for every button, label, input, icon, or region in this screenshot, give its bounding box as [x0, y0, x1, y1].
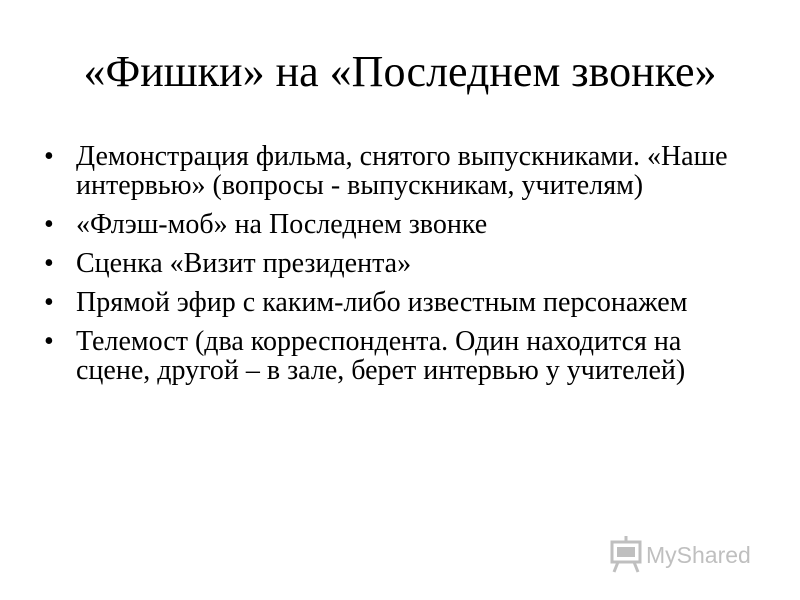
bullet-dot: •: [44, 209, 54, 240]
myshared-watermark-logo: [606, 532, 766, 576]
bullet-dot: •: [44, 326, 54, 357]
bullet-text: Сценка «Визит президента»: [76, 248, 412, 279]
list-item: [44, 210, 744, 239]
list-item: [44, 288, 744, 317]
bullet-list: [44, 142, 744, 395]
slide-title: «Фишки» на «Последнем звонке»: [83, 47, 717, 96]
svg-text:MyShared: MyShared: [646, 542, 751, 568]
list-item: [44, 142, 744, 200]
presentation-board-icon: [612, 536, 640, 572]
bullet-text: Прямой эфир с каким-либо известным персонажем: [76, 287, 688, 318]
bullet-text: Телемост (два корреспондента. Один находится на сцене, другой – в зале, берет интервью у учителей): [76, 326, 686, 386]
bullet-text: «Флэш-моб» на Последнем звонке: [76, 209, 488, 240]
bullet-dot: •: [44, 287, 54, 318]
bullet-dot: •: [44, 248, 54, 279]
list-item: [44, 249, 744, 278]
bullet-text: Демонстрация фильма, снятого выпускниками. «Наше интервью» (вопросы - выпускникам, учителям): [76, 141, 728, 201]
list-item: [44, 327, 744, 385]
bullet-dot: •: [44, 141, 54, 172]
